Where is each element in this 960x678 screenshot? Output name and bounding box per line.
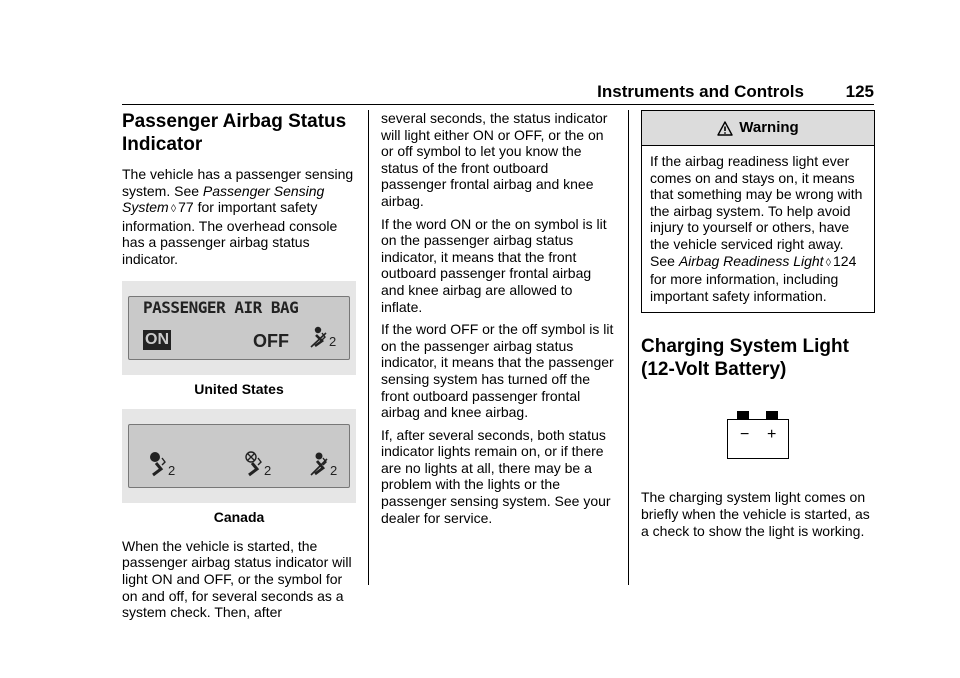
warning-text <box>650 153 866 304</box>
charging-paragraph: The charging system light comes on briefly when the vehicle is started, as a check to show the light is working. <box>641 489 870 539</box>
battery-icon <box>727 411 789 459</box>
canada-indicator-figure <box>122 409 356 503</box>
battery-terminal-positive <box>766 411 778 419</box>
column-3 <box>641 110 875 545</box>
page-ref-number[interactable]: 77 <box>178 199 194 216</box>
us-indicator-panel <box>128 296 350 360</box>
canada-figure-caption: Canada <box>213 509 265 526</box>
page-ref-number[interactable]: 124 <box>833 252 857 269</box>
status-paragraph: several seconds, the status indicator will light either ON or OFF, or the on or off symbol to let you know the status of the front outboard passenger frontal airbag and knee airbag. <box>381 110 608 209</box>
warning-box <box>641 110 875 313</box>
off-label: OFF <box>253 330 289 351</box>
svg-text:2: 2 <box>264 463 272 479</box>
svg-text:2: 2 <box>168 463 176 479</box>
on-label: ON <box>145 330 169 348</box>
column-divider <box>628 110 629 585</box>
warning-text-end: for more information, including important safety information. <box>650 271 839 304</box>
column-divider <box>368 110 369 585</box>
us-figure-caption: United States <box>194 380 284 397</box>
page-ref-icon: ◊ <box>825 256 832 269</box>
us-indicator-figure <box>122 281 356 375</box>
panel-title: PASSENGER AIR BAG <box>143 297 299 317</box>
passenger-sensing-link[interactable]: Passenger Sensing System <box>122 182 325 216</box>
airbag-on-seat-icon <box>147 449 181 479</box>
airbag-disabled-seat-icon <box>243 449 277 479</box>
page-ref-icon: ◊ <box>170 203 177 216</box>
warning-body <box>642 146 874 312</box>
airbag-readiness-link[interactable]: Airbag Readiness Light <box>678 252 824 269</box>
page-number: 125 <box>845 82 874 101</box>
intro-text-cont: for important safety information. The overhead console has a passenger airbag status indicator. <box>122 199 338 267</box>
airbag-off-seat-icon <box>309 449 343 479</box>
airbag-off-seat-icon <box>309 325 341 351</box>
service-paragraph: If, after several seconds, both status indicator lights remain on, or if there are no lights at all, there may be a problem with the lights or the passenger sensing system. See your dealer for service. <box>381 426 611 526</box>
warning-header <box>642 111 874 146</box>
column-1 <box>122 110 356 627</box>
battery-minus-sign: − <box>740 426 750 444</box>
warning-triangle-icon <box>717 121 733 136</box>
canada-indicator-panel <box>128 424 350 488</box>
system-check-paragraph: When the vehicle is started, the passenger airbag status indicator will light ON and OFF, or the symbol for on and off, for several seconds as a system check. Then, after <box>122 537 352 621</box>
charging-system-heading: Charging System Light (12-Volt Battery) <box>641 336 849 381</box>
battery-body <box>727 419 789 459</box>
warning-text-start: If the airbag readiness light ever comes on and stays on, it means that something may be wrong with the airbag system. To help avoid injury to yourself or others, have the vehicle serviced right away. See <box>650 153 863 269</box>
svg-text:2: 2 <box>330 463 338 479</box>
warning-title: Warning <box>739 118 799 136</box>
on-paragraph: If the word ON or the on symbol is lit on the passenger airbag status indicator, it means that the front outboard passenger frontal airbag and knee airbag are allowed to inflate. <box>381 215 607 315</box>
intro-text: The vehicle has a passenger sensing system. See <box>122 166 354 199</box>
battery-terminal-negative <box>737 411 749 419</box>
header-rule <box>122 104 874 105</box>
section-title: Instruments and Controls <box>597 82 804 101</box>
column-2 <box>381 110 617 532</box>
airbag-status-heading: Passenger Airbag Status Indicator <box>122 111 347 155</box>
svg-text:2: 2 <box>329 333 337 349</box>
off-paragraph: If the word OFF or the off symbol is lit on the passenger airbag status indicator, it means that the passenger sensing system has turned off the front outboard passenger frontal airbag and knee airbag. <box>381 321 614 421</box>
airbag-intro-paragraph <box>122 166 356 268</box>
battery-plus-sign: + <box>767 426 777 444</box>
page-header <box>122 82 874 104</box>
